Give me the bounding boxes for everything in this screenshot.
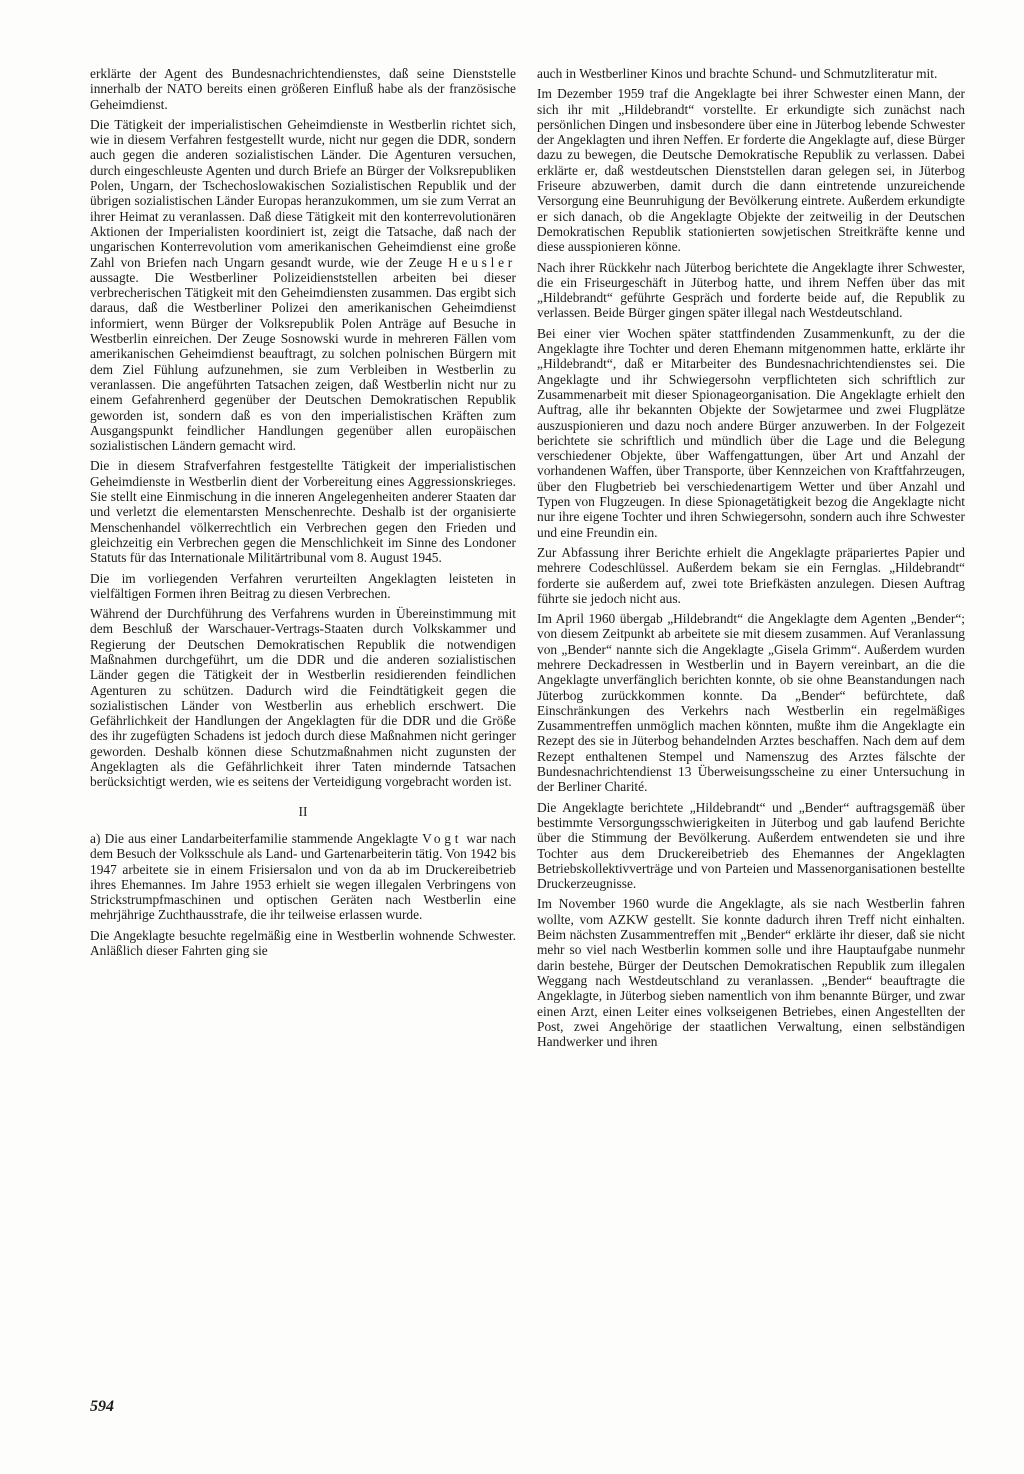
paragraph <box>90 831 516 923</box>
paragraph: Die Angeklagte berichtete „Hildebrandt“ und „Bender“ auftragsgemäß über bestimmte Versorgungsschwierigkeiten in Jüterbog und gab laufend Berichte über die Stimmung der Bevölkerung. Außerdem entwendeten sie und ihre Tochter aus dem Druckereibetrieb des Ehemannes der Angeklagten Betriebskollektivverträge und von Parteien und Massenorganisationen bestellte Druckerzeugnisse. <box>537 799 965 892</box>
paragraph: Die Angeklagte besuchte regelmäßig eine in Westberlin wohnende Schwester. Anläßlich dieser Fahrten ging sie <box>90 927 516 959</box>
paragraph: Nach ihrer Rückkehr nach Jüterbog berichtete die Angeklagte ihrer Schwester, die ein Friseurgeschäft in Jüterbog hatte, und ihrem Neffen über das mit „Hildebrandt“ geführte Gespräch und forderte beide auf, die Republik zu verlassen. Beide Bürger gingen später illegal nach Westdeutschland. <box>537 259 965 321</box>
text-run: Die Tätigkeit der imperialistischen Geheimdienste in Westberlin richtet sich, wie in diesem Verfahren festgestellt wurde, nicht nur gegen die DDR, sondern auch gegen die anderen sozialistischen Länder. Die Agenturen versuchen, durch eingeschleuste Agenten und durch Briefe an Bürger der Volksrepubliken Polen, Ungarn, der Tschechoslowakischen Sozialistischen Republik und der übrigen sozialistischen Länder Europas heranzukommen, um sie zum Verrat an ihrer Heimat zu veranlassen. Daß diese Tätigkeit mit den konterrevolutionären Aktionen der Imperialisten koordiniert ist, zeigt die Tatsache, daß nach der ungarischen Konterrevolution vom amerikanischen Geheimdienst eine große Zahl von Briefen nach Ungarn gesandt wurde, wie der Zeuge <box>90 116 516 270</box>
name-emphasis: Heusler <box>448 254 516 270</box>
paragraph: Im Dezember 1959 traf die Angeklagte bei ihrer Schwester einen Mann, der sich ihr mit „Hildebrandt“ vorstellte. Er erkundigte sich zunächst nach persönlichen Dingen und insbesondere über eine in Jüterbog lebende Schwester der Angeklagten und ihren Neffen. Er forderte die Angeklagte auf, diese Bürger dazu zu bewegen, die Deutsche Demokratische Republik zu verlassen. Dabei erklärte er, daß westdeutschen Dienststellen daran gelegen sei, in Jüterbog Friseure abzuwerben, damit durch die dann eintretende unzureichende Versorgung eine Beunruhigung der Bevölkerung eintrete. Außerdem erkundigte er sich danach, ob die Angeklagte Objekte der zeitweilig in der Deutschen Demokratischen Republik stationierten sowjetischen Streitkräfte kenne und diese ausspionieren könne. <box>537 86 965 255</box>
paragraph: Während der Durchführung des Verfahrens wurden in Übereinstimmung mit dem Beschluß der Warschauer-Vertrags-Staaten durch Volkskammer und Regierung der Deutschen Demokratischen Republik die notwendigen Maßnahmen durchgeführt, um die DDR und die anderen sozialistischen Länder gegen die Tätigkeit der in Westberlin residierenden feindlichen Agenturen zu schützen. Dadurch wird die Feindtätigkeit gegen die sozialistischen Länder von Westberlin aus erheblich erschwert. Die Gefährlichkeit der Handlungen der Angeklagten für die DDR und die Größe des ihr zugefügten Schadens ist jedoch durch diese Maßnahmen nicht geringer geworden. Deshalb können diese Schutzmaßnahmen nicht zugunsten der Angeklagten als die Gefährlichkeit ihrer Taten mindernde Tatsachen berücksichtigt werden, wie es seitens der Verteidigung vorgebracht worden ist. <box>90 606 516 790</box>
name-emphasis: Vogt <box>422 830 463 846</box>
paragraph-continuation: erklärte der Agent des Bundesnachrichtendienstes, daß seine Dienststelle innerhalb der NATO bereits einen größeren Einfluß habe als der französische Geheimdienst. <box>90 66 516 112</box>
paragraph: Zur Abfassung ihrer Berichte erhielt die Angeklagte präpariertes Papier und mehrere Codeschlüssel. Außerdem bekam sie ein Fernglas. „Hildebrandt“ forderte sie außerdem auf, zwei tote Briefkästen anzulegen. Diesen Auftrag führte sie jedoch nicht aus. <box>537 544 965 606</box>
text-run: a) Die aus einer Landarbeiterfamilie stammende Angeklagte <box>90 830 418 846</box>
paragraph: Im November 1960 wurde die Angeklagte, als sie nach Westberlin fahren wollte, vom AZKW gestellt. Sie konnte dadurch ihren Treff nicht einhalten. Beim nächsten Zusammentreffen mit „Bender“ erklärte ihr dieser, daß sie nicht mehr so viel nach Westberlin kommen solle und ihre Hauptaufgabe nunmehr darin bestehe, Bürger der Deutschen Demokratischen Republik zum illegalen Weggang nach Westdeutschland zu veranlassen. „Bender“ beauftragte die Angeklagte, in Jüterbog sieben namentlich von ihm benannte Bürger, und zwar einen Arzt, einen Leiter eines volkseigenen Betriebes, einen Angestellten der Post, zwei Angehörige der staatlichen Verwaltung, einen selbständigen Handwerker und ihren <box>537 896 965 1050</box>
left-column <box>90 66 516 963</box>
paragraph: Bei einer vier Wochen später stattfindenden Zusammenkunft, zu der die Angeklagte ihre Tochter und deren Ehemann mitgenommen hatte, erklärte ihr „Hildebrandt“, daß er Mitarbeiter des Bundesnachrichtendienstes sei. Die Angeklagte und ihr Schwiegersohn verpflichteten sich schriftlich zur Zusammenarbeit mit dieser Spionageorganisation. Die Angeklagte erhielt den Auftrag, alle ihr bekannten Objekte der Sowjetarmee und zwei Flugplätze auszuspionieren und dazu noch andere Bürger anzuwerben. In der Folgezeit berichtete sie schriftlich und mündlich über die Lage und die Belegung verschiedener Objekte, über Waffengattungen, über Art und Anzahl der vorhandenen Waffen, über Transporte, über Kennzeichen von Kraftfahrzeugen, über den Flugbetrieb bei verschiedenartigem Wetter und über Anzahl und Typen von Flugzeugen. In diese Spionagetätigkeit bezog die Angeklagte nicht nur ihre eigene Tochter und ihren Schwiegersohn, sondern auch ihre Schwester und eine Freundin ein. <box>537 325 965 540</box>
paragraph: Im April 1960 übergab „Hildebrandt“ die Angeklagte dem Agenten „Bender“; von diesem Zeitpunkt ab arbeitete sie mit diesem zusammen. Auf Veranlassung von „Bender“ nannte sich die Angeklagte „Gisela Grimm“. Außerdem wurden mehrere Deckadressen in Westberlin und in Bayern vereinbart, an die die Angeklagte unverfänglich berichten konnte, ob sie ohne Beanstandungen nach Jüterbog zurückkommen konnte. Da „Bender“ befürchtete, daß Einschränkungen des Verkehrs nach Westberlin ein regelmäßiges Zusammentreffen unmöglich machen könnten, mußte ihm die Angeklagte ein Rezept des sie in Jüterbog behandelnden Arztes beschaffen. Nach dem auf dem Rezept enthaltenen Stempel und Namenszug des Arztes fälschte der Bundesnachrichtendienst 13 Überweisungsscheine zu einer Untersuchung in der Berliner Charité. <box>537 611 965 795</box>
paragraph <box>90 117 516 454</box>
paragraph: Die im vorliegenden Verfahren verurteilten Angeklagten leisteten in vielfältigen Formen ihren Beitrag zu diesen Verbrechen. <box>90 570 516 601</box>
text-run: aussagte. Die Westberliner Polizeidienststellen arbeiten bei dieser verbrecherischen Tätigkeit mit den Geheimdiensten zusammen. Das ergibt sich daraus, daß die Westberliner Polizei den amerikanischen Geheimdienst informiert, wenn Bürger der Volksrepublik Polen Anträge auf Besuche in Westberlin einreichen. Der Zeuge Sosnowski wurde in mehreren Fällen vom amerikanischen Geheimdienst beauftragt, zu solchen polnischen Bürgern mit dem Ziel Fühlung aufzunehmen, sie zum Verbleiben in Westberlin zu veranlassen. Die angeführten Tatsachen zeigen, daß Westberlin nicht nur zu einem Gefahrenherd gegenüber der Deutschen Demokratischen Republik geworden ist, sondern daß es von den imperialistischen Kräften zum Ausgangspunkt feindlicher Handlungen gegenüber allen europäischen sozialistischen Ländern gemacht wird. <box>90 269 516 454</box>
text-run: war nach dem Besuch der Volksschule als Land- und Gartenarbeiterin tätig. Von 1942 bis 1947 arbeitete sie in einem Frisiersalon und von da ab im Druckereibetrieb ihres Ehemannes. Im Jahre 1953 erhielt sie wegen illegalen Verbringens von Strickstrumpfmaschinen und optischen Geräten nach Westberlin eine mehrjährige Zuchthausstrafe, die ihr teilweise erlassen wurde. <box>90 830 516 923</box>
page-number: 594 <box>90 1398 114 1415</box>
section-heading: II <box>298 803 308 819</box>
right-column <box>537 66 965 1054</box>
paragraph-continuation: auch in Westberliner Kinos und brachte Schund- und Schmutzliteratur mit. <box>537 66 938 81</box>
paragraph: Die in diesem Strafverfahren festgestellte Tätigkeit der imperialistischen Geheimdienste in Westberlin dient der Vorbereitung eines Aggressionskrieges. Sie stellt eine Einmischung in die inneren Angelegenheiten anderer Staaten dar und verletzt die elementarsten Menschenrechte. Deshalb ist der organisierte Menschenhandel völkerrechtlich ein Verbrechen gegen den Frieden und gleichzeitig ein Verbrechen gegen die Menschlichkeit im Sinne des Londoner Statuts für das Internationale Militärtribunal vom 8. August 1945. <box>90 458 516 566</box>
